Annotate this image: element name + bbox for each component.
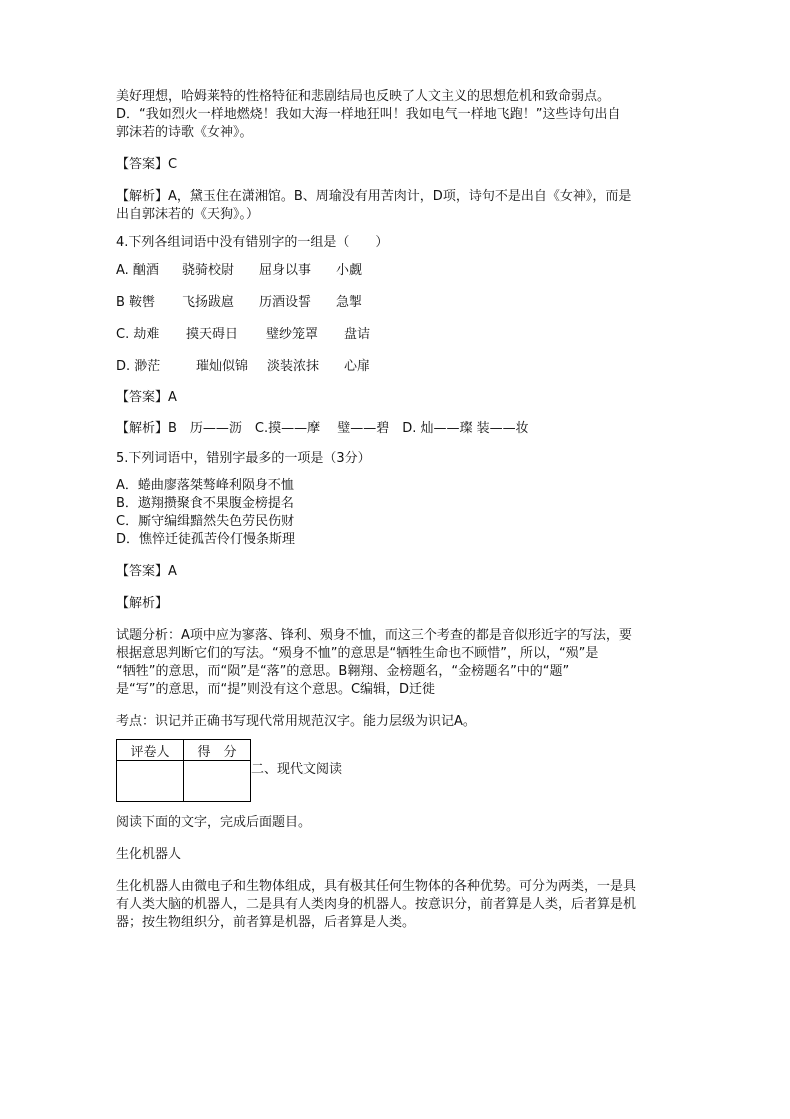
q5-analysis-title: 【解析】 (116, 596, 169, 611)
reading-instruction: 阅读下面的文字，完成后面题目。 (116, 815, 312, 830)
section-title: 二、现代文阅读 (251, 762, 343, 777)
q4-option-b (116, 294, 676, 312)
document-page (116, 88, 676, 932)
text-line: 生化机器人由微电子和生物体组成，具有极其任何生物体的各种优势。可分为两类，一是具 (116, 879, 637, 894)
score-table-cell-score[interactable] (184, 761, 251, 802)
text-line: 试题分析：A项中应为寥落、锋利、殒身不恤，而这三个考查的都是音似形近字的写法，要 (116, 628, 632, 643)
text-line: 是“写”的意思，而“提”则没有这个意思。C编辑，D迁徙 (116, 682, 436, 697)
score-table (116, 739, 251, 802)
text-line: D．“我如烈火一样地燃烧！我如大海一样地狂叫！我如电气一样地飞跑！”这些诗句出自 (116, 107, 621, 122)
text-line: 郭沫若的诗歌《女神》。 (116, 125, 253, 140)
q5-options (116, 477, 676, 549)
text-line: “牺牲”的意思，而“陨”是“落”的意思。B翱翔、金榜题名，“金榜题名”中的“题” (116, 664, 570, 679)
q4-question: 4.下列各组词语中没有错别字的一组是（ ） (116, 235, 389, 250)
q3-answer: 【答案】C (116, 157, 178, 172)
option-word: 飞扬跋扈 (182, 295, 235, 310)
option-word: 心扉 (344, 359, 371, 374)
option-label: C. 劫难 (116, 327, 160, 342)
q5-option-b: B．遨翔攒聚食不果腹金榜提名 (116, 496, 294, 511)
q5-answer: 【答案】A (116, 564, 177, 579)
option-label: A. 酗酒 (116, 263, 159, 278)
q4-answer: 【答案】A (116, 390, 177, 405)
text-line: 根据意思判断它们的写法。“殒身不恤”的意思是“牺牲生命也不顾惜”，所以，“殒”是 (116, 646, 599, 661)
text-line: 有人类大脑的机器人，二是具有人类肉身的机器人。按意识分，前者算是人类，后者算是机 (116, 897, 637, 912)
option-word: 璀灿似锦 (196, 359, 249, 374)
q5-analysis (116, 627, 676, 699)
option-word: 小觑 (336, 263, 363, 278)
option-word: 急掣 (336, 295, 363, 310)
reading-paragraph (116, 878, 676, 932)
section-header (116, 739, 676, 802)
q5-kaodian: 考点：识记并正确书写现代常用规范汉字。能力层级为识记A。 (116, 714, 476, 729)
q3-analysis (116, 188, 676, 224)
option-label: B 鞍辔 (116, 295, 156, 310)
q4-option-d (116, 358, 676, 376)
q4-analysis: 【解析】B 历——沥 C.摸——摩 璧——碧 D. 灿——璨 装——妆 (116, 421, 529, 436)
q5-option-a: A．蜷曲廖落桀骜峰利陨身不恤 (116, 478, 294, 493)
option-word: 历酒设誓 (259, 295, 312, 310)
option-word: 骁骑校尉 (182, 263, 235, 278)
q5-question: 5.下列词语中，错别字最多的一项是（3分） (116, 451, 371, 466)
q4-option-a (116, 262, 676, 280)
option-word: 摸天碍日 (186, 327, 239, 342)
option-word: 淡装浓抹 (267, 359, 320, 374)
q5-option-d: D．憔悴迁徒孤苦伶仃慢条斯理 (116, 532, 296, 547)
option-word: 璧纱笼罩 (266, 327, 319, 342)
option-word: 屈身以事 (259, 263, 312, 278)
q4-option-c (116, 326, 676, 344)
score-table-cell-grader[interactable] (117, 761, 184, 802)
option-word: 盘诘 (344, 327, 371, 342)
score-table-header-grader: 评卷人 (117, 740, 184, 761)
text-line: 美好理想，哈姆莱特的性格特征和悲剧结局也反映了人文主义的思想危机和致命弱点。 (116, 89, 611, 104)
intro-paragraph (116, 88, 676, 142)
text-line: 器；按生物组织分，前者算是机器，后者算是人类。 (116, 915, 416, 930)
option-label: D. 渺茫 (116, 359, 161, 374)
reading-title: 生化机器人 (116, 847, 182, 862)
q5-option-c: C．厮守编缉黯然失色劳民伤财 (116, 514, 295, 529)
text-line: 【解析】A，黛玉住在潇湘馆。B、周瑜没有用苦肉计，D项，诗句不是出自《女神》，而是 (116, 189, 632, 204)
score-table-header-score: 得 分 (184, 740, 251, 761)
text-line: 出自郭沫若的《天狗》。） (116, 207, 260, 222)
